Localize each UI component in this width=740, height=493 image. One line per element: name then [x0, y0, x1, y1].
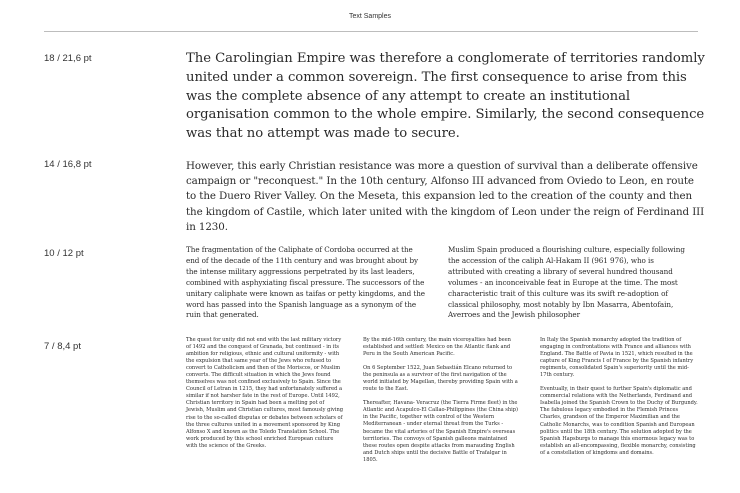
sample-text-14pt: However, this early Christian resistance was more a question of survival than a deliberate offensive campaign or "reconquest." In the 10th century, Alfonso III advanced from Oviedo to Leon, en route to the Duero River Valley. On the Meseta, this expansion led to the creation of the county and then the kingdom of Castile, which later united with the kingdom of Leon under the reign of Ferdinand III in 1230.: [186, 160, 705, 233]
header-divider: [44, 31, 698, 32]
sample-text-10pt-col1: The fragmentation of the Caliphate of Cordoba occurred at the end of the decade of the 11th century and was brought about by the intense military aggressions perpetrated by its last leaders, combined with asphyxiating fiscal pressure. The successors of the unitary caliphate were known as taifas or petty kingdoms, and the word has passed into the Spanish language as a synonym of the ruin that generated.: [186, 245, 425, 320]
sample-text-7pt-col3: [540, 337, 698, 457]
size-label-7: 7 / 8,4 pt: [44, 341, 81, 352]
sample-text-10pt-col2: Muslim Spain produced a flourishing culture, especially following the accession of the caliph Al-Hakam II (961 976), who is attributed with creating a library of several hundred thousand volumes - an inconceivable feat in Europe at the time. The most characteristic trait of this culture was its swift re-adoption of classical philosophy, most notably by Ibn Masarra, Abentofain, Averroes and the Jewish philosopher: [448, 245, 685, 320]
sample-text-18pt: The Carolingian Empire was therefore a conglomerate of territories randomly united under a common sovereign. The first consequence to arise from this was the complete absence of any attempt to create an institutional organisation common to the whole empire. Similarly, the second consequence was that no attempt was made to secure.: [186, 51, 705, 142]
size-label-18: 18 / 21,6 pt: [44, 53, 92, 64]
paragraph: Thereafter, Havana- Veracruz (the Tierra Firme fleet) in the Atlantic and Acapulco-El Callao-Philippines (the China ship) in the Pacific, together with control of the Western Mediterranean - under eternal threat from the Turks - became the vital arteries of the Spanish Empire's overseas territories. The convoys of Spanish galleons maintained these routes open despite attacks from marauding English and Dutch ships until the decisive Battle of Trafalgar in 1805.: [363, 400, 519, 463]
size-label-10: 10 / 12 pt: [44, 248, 84, 259]
paragraph: Eventually, in their quest to further Spain's diplomatic and commercial relations with the Netherlands, Ferdinand and Isabella joined the Spanish Crown to the Duchy of Burgundy. The fabulous legacy embodied in the Flemish Princes Charles, grandson of the Emperor Maximilian and the Catholic Monarchs, was to condition Spanish and European politics until the 18th century. The solution adopted by the Spanish Hapsburgs to manage this enormous legacy was to establish an all-encompassing, flexible monarchy, consisting of a constellation of kingdoms and domains.: [540, 386, 698, 456]
paragraph: By the mid-16th century, the main viceroyalties had been established and settled: Mexico on the Atlantic flank and Peru in the South American Pacific.: [363, 337, 511, 358]
sample-text-7pt-col2: [363, 337, 521, 464]
paragraph: On 6 September 1522, Juan Sebastián Elcano returned to the peninsula as a survivor of the first navigation of the world initiated by Magellan, thereby providing Spain with a route to the East.: [363, 365, 518, 393]
paragraph: The quest for unity did not end with the last military victory of 1492 and the conquest of Granada, but continued - in its ambition for religious, ethnic and cultural uniformity - with the expulsion that same year of the Jews who refused to convert to Catholicism and then of the Moriscos, or Muslim converts. The difficult situation in which the Jews found themselves was not confined exclusively to Spain. Since the Council of Letran in 1215, they had unfortunately suffered a similar if not harsher fate in the rest of Europe. Until 1492, Christian territory in Spain had been a melting pot of Jewish, Muslim and Christian cultures, most famously giving rise to the so-called disputas or debates between scholars of the three cultures united in a movement sponsored by King Alfonso X and known as the Toledo Translation School. The work produced by this school enriched European culture with the science of the Greeks.: [186, 337, 344, 449]
page-header-title: Text Samples: [348, 13, 392, 20]
sample-text-7pt-col1: [186, 337, 344, 450]
paragraph: In Italy the Spanish monarchy adopted the tradition of engaging in confrontations with France and alliances with England. The Battle of Pavia in 1521, which resulted in the capture of King Francis I of France by the Spanish infantry regiments, consolidated Spain's superiority until the mid-17th century.: [540, 337, 694, 379]
size-label-14: 14 / 16,8 pt: [44, 159, 92, 170]
